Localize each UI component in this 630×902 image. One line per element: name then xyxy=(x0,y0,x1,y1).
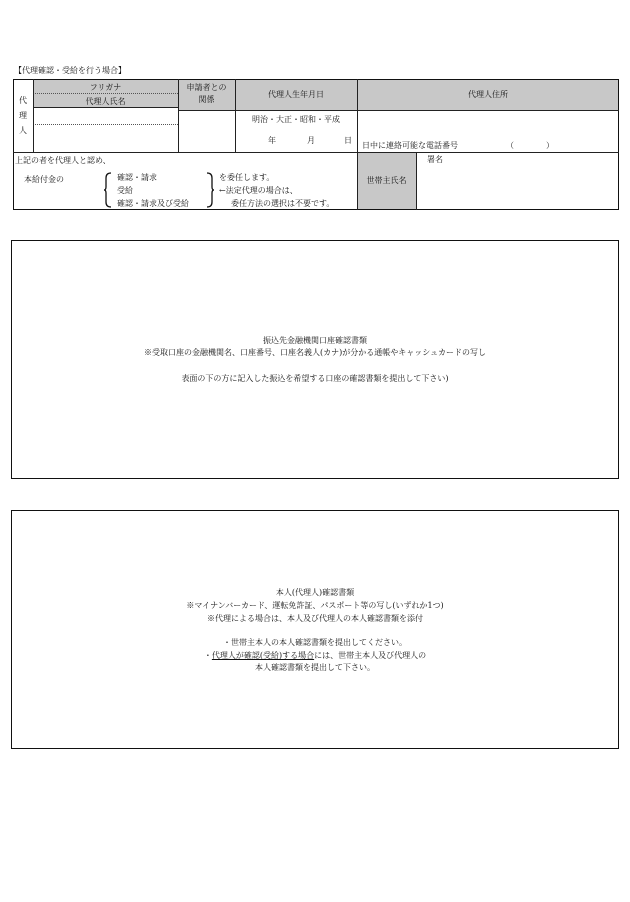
bank-box-line2: 表面の下の方に記入した振込を希望する口座の確認書類を提出して下さい) xyxy=(181,374,449,383)
option-receive: 受給 xyxy=(117,186,133,195)
day-label: 日 xyxy=(344,136,352,145)
phone-parens: （ ） xyxy=(506,141,554,150)
side-label-char-1: 代 xyxy=(19,96,27,105)
section-title: 【代理確認・受給を行う場合】 xyxy=(14,66,126,75)
month-label: 月 xyxy=(307,136,315,145)
id-box-bullet2 xyxy=(12,652,618,660)
id-box-bullet1: ・世帯主本人の本人確認書類を提出してください。 xyxy=(223,638,407,647)
bank-box-line1: ※受取口座の金融機関名、口座番号、口座名義人(カナ)が分かる通帳やキャッシュカードの写し xyxy=(143,348,487,357)
left-brace-icon xyxy=(104,172,112,208)
agent-name-label: 代理人氏名 xyxy=(85,97,126,106)
side-label-char-3: 人 xyxy=(19,126,27,135)
householder-label: 世帯主氏名 xyxy=(366,176,407,185)
address-header: 代理人住所 xyxy=(468,90,508,99)
relation-label-line1: 申請者との xyxy=(186,83,227,92)
signature-label: 署名 xyxy=(427,155,443,164)
right-brace-icon xyxy=(206,172,214,208)
benefit-label: 本給付金の xyxy=(24,175,64,184)
bank-box-title: 振込先金融機関口座確認書類 xyxy=(263,336,367,345)
option-both: 確認・請求及び受給 xyxy=(117,199,189,208)
furigana-label: フリガナ xyxy=(89,83,122,92)
option-confirm-request: 確認・請求 xyxy=(117,173,157,182)
id-box-bullet2-suffix: には、世帯主本人及び代理人の xyxy=(314,651,427,660)
relation-label-line2: 関係 xyxy=(198,95,215,104)
id-box-bullet2-underlined: 代理人が確認(受給)する場合 xyxy=(211,651,315,660)
year-label: 年 xyxy=(268,136,276,145)
legal-note-line1: ←法定代理の場合は、 xyxy=(219,186,298,195)
id-box-bullet2-prefix: ・ xyxy=(203,651,212,660)
id-document-box xyxy=(11,510,619,749)
id-box-bullet2-line2: 本人確認書類を提出して下さい。 xyxy=(255,663,375,672)
era-options: 明治・大正・昭和・平成 xyxy=(252,115,340,124)
delegate-lead: 上記の者を代理人と認め、 xyxy=(15,156,111,165)
entrust-text: を委任します。 xyxy=(219,173,275,182)
id-box-line2: ※代理による場合は、本人及び代理人の本人確認書類を添付 xyxy=(207,614,423,623)
legal-note-line2: 委任方法の選択は不要です。 xyxy=(231,199,335,208)
id-box-line1: ※マイナンバーカード、運転免許証、パスポート等の写し(いずれか1つ) xyxy=(186,601,444,610)
bank-document-box xyxy=(11,240,619,479)
phone-label: 日中に連絡可能な電話番号 xyxy=(362,141,458,150)
birth-header: 代理人生年月日 xyxy=(268,90,324,99)
side-label-char-2: 理 xyxy=(19,111,27,120)
id-box-title: 本人(代理人)確認書類 xyxy=(275,588,355,597)
